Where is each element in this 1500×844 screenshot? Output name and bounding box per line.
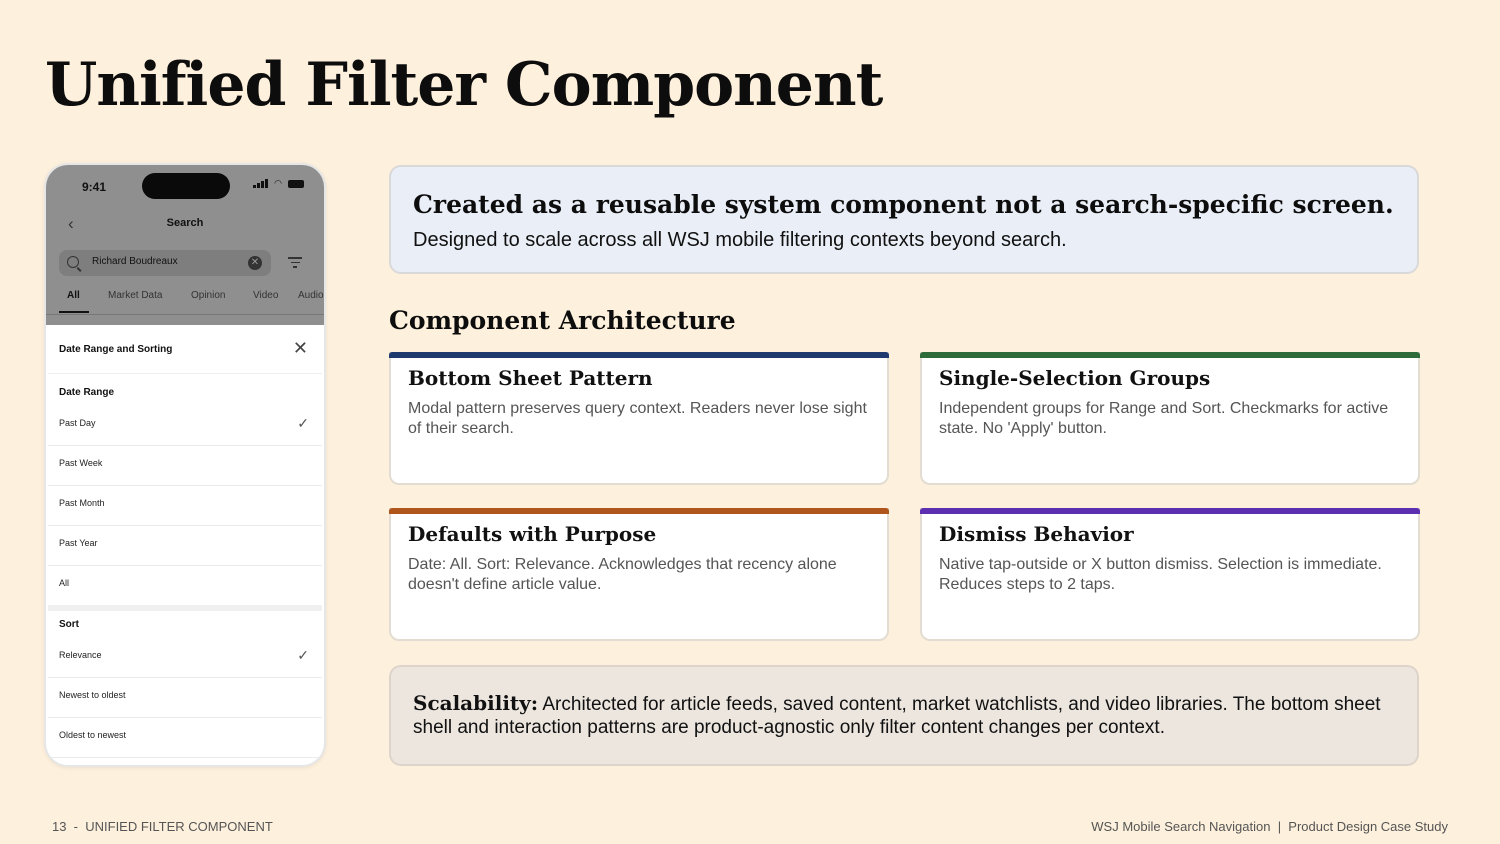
status-icons <box>253 179 304 188</box>
card-bottom-sheet-pattern <box>389 352 889 485</box>
card-defaults-with-purpose <box>389 508 889 641</box>
bottom-sheet <box>48 325 322 765</box>
wifi-icon: ◠ <box>274 178 282 188</box>
footer-page-label: 13 - UNIFIED FILTER COMPONENT <box>52 819 273 834</box>
group-separator <box>48 605 322 611</box>
date-option-all[interactable] <box>48 565 322 606</box>
tab-all[interactable]: All <box>67 290 80 301</box>
option-label: Past Month <box>59 498 105 508</box>
active-tab-indicator <box>59 311 89 313</box>
page-title: Unified Filter Component <box>45 50 883 120</box>
card-accent-bar <box>389 508 889 514</box>
tab-market-data[interactable]: Market Data <box>108 290 163 301</box>
card-body: Modal pattern preserves query context. Readers never lose sight of their search. <box>408 400 867 437</box>
dimmed-search-screen <box>46 165 324 325</box>
scalability-callout <box>389 665 1419 766</box>
tab-divider <box>46 314 324 315</box>
footer-deck-title: WSJ Mobile Search Navigation | Product Design Case Study <box>1091 819 1448 834</box>
search-query: Richard Boudreaux <box>92 256 178 267</box>
scalability-text: Architected for article feeds, saved content, market watchlists, and video libraries. The bottom sheet shell and interaction patterns are product-agnostic only filter content changes per context. <box>413 694 1381 738</box>
callout-headline: Created as a reusable system component not a search-specific screen. <box>413 190 1394 219</box>
scalability-label: Scalability: <box>413 691 539 715</box>
date-range-label: Date Range <box>59 387 115 398</box>
card-accent-bar <box>920 352 1420 358</box>
option-label: Oldest to newest <box>59 730 127 740</box>
date-option-past-day[interactable] <box>48 405 322 446</box>
option-label: Relevance <box>59 650 102 660</box>
sheet-header <box>48 325 322 374</box>
date-option-past-year[interactable] <box>48 525 322 566</box>
status-time: 9:41 <box>82 180 107 194</box>
checkmark-icon: ✓ <box>297 415 309 431</box>
summary-callout <box>389 165 1419 274</box>
card-body: Independent groups for Range and Sort. Checkmarks for active state. No 'Apply' button. <box>939 400 1389 437</box>
card-title: Single-Selection Groups <box>939 366 1211 390</box>
dynamic-island <box>142 173 230 199</box>
option-label: Past Week <box>59 458 103 468</box>
sort-option-relevance[interactable] <box>48 637 322 678</box>
sheet-title: Date Range and Sorting <box>59 344 173 355</box>
card-single-selection-groups <box>920 352 1420 485</box>
card-dismiss-behavior <box>920 508 1420 641</box>
sort-option-oldest[interactable] <box>48 717 322 758</box>
phone-mockup <box>46 165 324 765</box>
tab-audio[interactable]: Audio <box>298 290 324 301</box>
screen-title: Search <box>166 217 204 229</box>
signal-icon <box>253 179 268 188</box>
section-title: Component Architecture <box>389 306 736 335</box>
clear-icon[interactable]: ✕ <box>248 256 262 270</box>
card-title: Defaults with Purpose <box>408 522 657 546</box>
card-title: Dismiss Behavior <box>939 522 1134 546</box>
card-accent-bar <box>389 352 889 358</box>
date-option-past-week[interactable] <box>48 445 322 486</box>
card-accent-bar <box>920 508 1420 514</box>
card-body: Native tap-outside or X button dismiss. Selection is immediate. Reduces steps to 2 taps. <box>939 556 1382 593</box>
close-icon[interactable]: ✕ <box>292 338 308 358</box>
option-label: Newest to oldest <box>59 690 126 700</box>
date-option-past-month[interactable] <box>48 485 322 526</box>
sort-label: Sort <box>59 619 79 630</box>
callout-subline: Designed to scale across all WSJ mobile filtering contexts beyond search. <box>413 229 1067 251</box>
option-label: All <box>59 578 70 588</box>
battery-icon <box>288 180 304 188</box>
checkmark-icon: ✓ <box>297 647 309 663</box>
card-body: Date: All. Sort: Relevance. Acknowledges that recency alone doesn't define article value. <box>408 556 837 593</box>
search-input[interactable] <box>59 250 271 276</box>
filter-icon[interactable] <box>288 257 302 271</box>
option-label: Past Year <box>59 538 98 548</box>
tab-opinion[interactable]: Opinion <box>191 290 226 301</box>
sort-option-newest[interactable] <box>48 677 322 718</box>
back-chevron-icon[interactable]: ‹ <box>68 214 74 233</box>
option-label: Past Day <box>59 418 96 428</box>
card-title: Bottom Sheet Pattern <box>408 366 653 390</box>
tab-video[interactable]: Video <box>253 290 279 301</box>
search-icon <box>67 256 79 268</box>
